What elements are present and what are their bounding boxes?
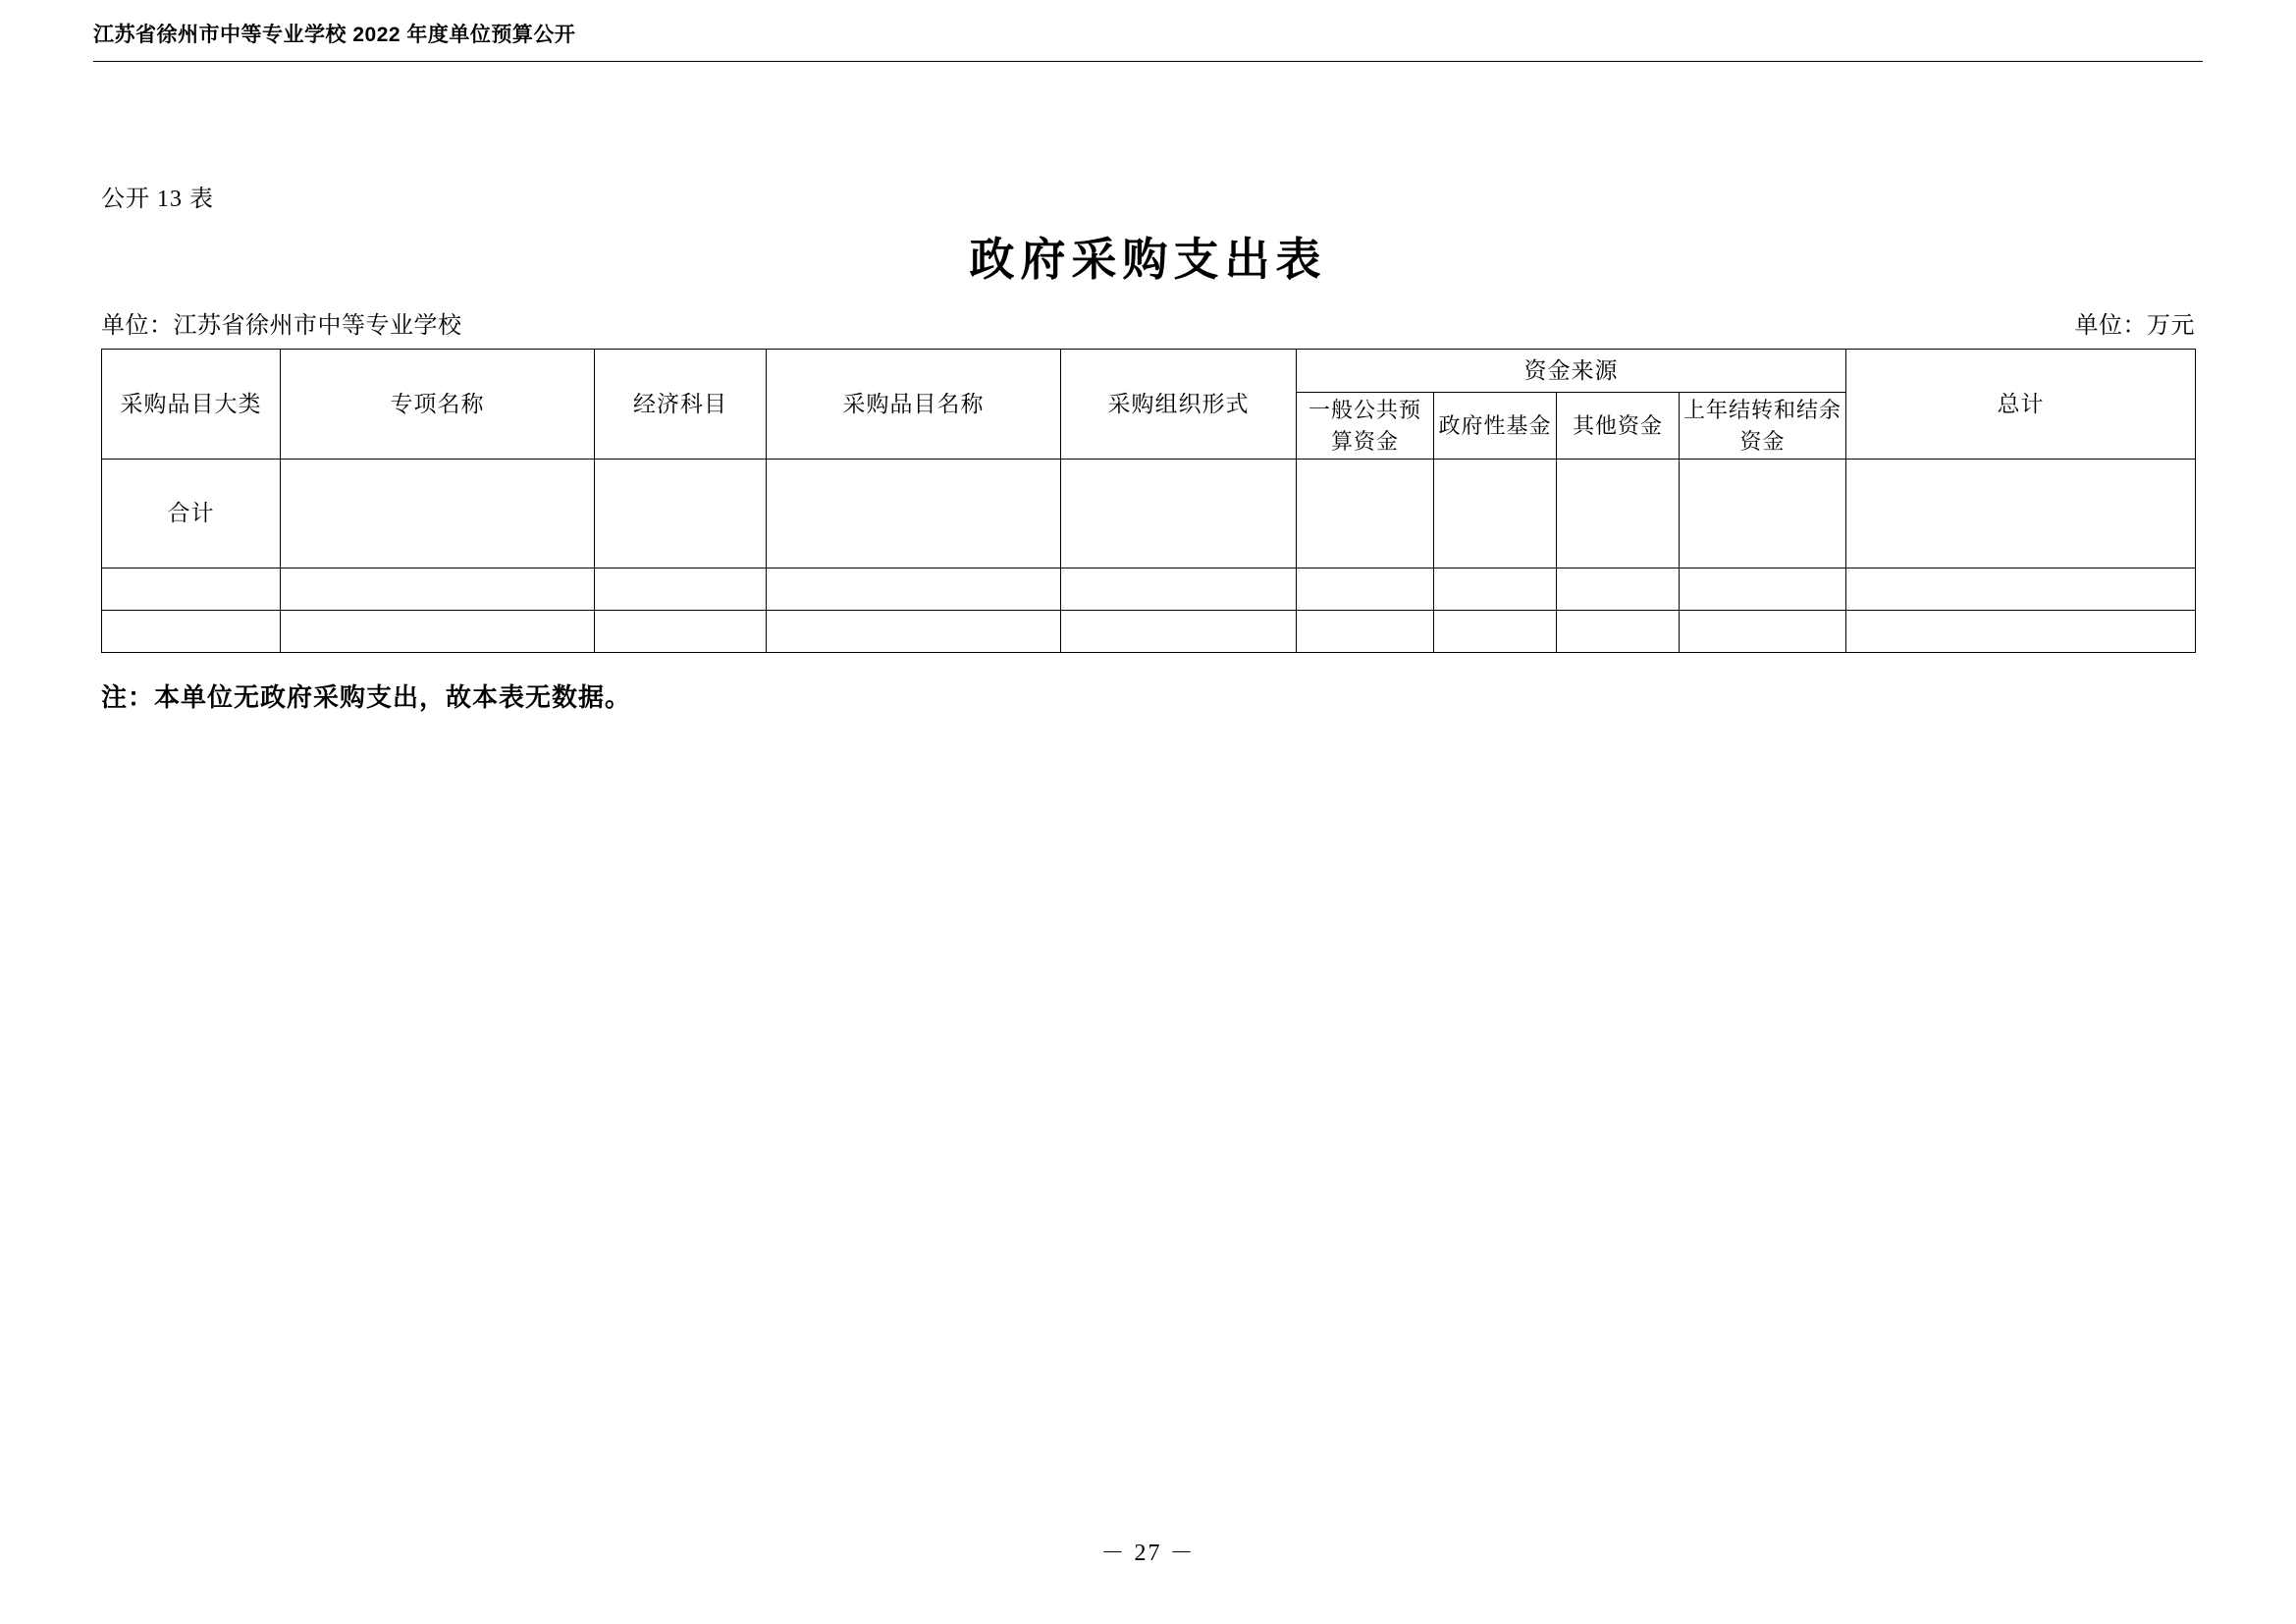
col-header-economic-subject: 经济科目 (595, 350, 767, 460)
cell-government-fund (1434, 568, 1557, 611)
running-header-title: 江苏省徐州市中等专业学校 2022 年度单位预算公开 (93, 24, 576, 46)
government-procurement-table (101, 349, 2196, 653)
running-header (93, 22, 2203, 69)
cell-general-public-budget (1297, 611, 1434, 653)
table-meta-row (101, 306, 2195, 340)
cell-special-name (281, 460, 595, 568)
row-label-total: 合计 (102, 460, 281, 568)
cell-carryover-fund (1680, 611, 1846, 653)
header-divider (93, 61, 2203, 62)
col-header-organization-form: 采购组织形式 (1061, 350, 1297, 460)
cell-total (1846, 568, 2196, 611)
table-row (102, 611, 2196, 653)
table-row (102, 568, 2196, 611)
col-header-government-fund-text: 政府性基金 (1438, 412, 1552, 438)
cell-government-fund (1434, 460, 1557, 568)
cell-organization-form (1061, 568, 1297, 611)
page-number: － 27 － (1100, 1541, 1196, 1566)
cell-special-name (281, 611, 595, 653)
row-label (102, 611, 281, 653)
col-header-total: 总计 (1846, 350, 2196, 460)
cell-item-name (767, 611, 1061, 653)
table-row (102, 460, 2196, 568)
row-label (102, 568, 281, 611)
cell-economic-subject (595, 568, 767, 611)
cell-economic-subject (595, 611, 767, 653)
col-header-funding-source-group: 资金来源 (1297, 350, 1846, 393)
cell-item-name (767, 568, 1061, 611)
col-header-other-fund-text: 其他资金 (1572, 412, 1663, 438)
table-header-group-row (102, 350, 2196, 393)
col-header-category: 采购品目大类 (102, 350, 281, 460)
cell-general-public-budget (1297, 568, 1434, 611)
col-header-item-name: 采购品目名称 (767, 350, 1061, 460)
col-header-government-fund (1434, 393, 1557, 460)
cell-general-public-budget (1297, 460, 1434, 568)
page-title: 政府采购支出表 (969, 233, 1327, 286)
cell-carryover-fund (1680, 568, 1846, 611)
unit-name-label: 单位：江苏省徐州市中等专业学校 (101, 313, 462, 339)
amount-unit-label: 单位：万元 (2074, 313, 2195, 339)
cell-total (1846, 611, 2196, 653)
cell-economic-subject (595, 460, 767, 568)
col-header-carryover-fund-text: 上年结转和结余资金 (1683, 397, 1842, 454)
cell-organization-form (1061, 460, 1297, 568)
form-number-label: 公开 13 表 (101, 187, 214, 212)
cell-other-fund (1557, 460, 1680, 568)
cell-organization-form (1061, 611, 1297, 653)
cell-government-fund (1434, 611, 1557, 653)
table-note: 注：本单位无政府采购支出，故本表无数据。 (101, 683, 632, 713)
col-header-other-fund (1557, 393, 1680, 460)
cell-special-name (281, 568, 595, 611)
cell-total (1846, 460, 2196, 568)
cell-carryover-fund (1680, 460, 1846, 568)
col-header-carryover-fund (1680, 393, 1846, 460)
cell-other-fund (1557, 568, 1680, 611)
cell-item-name (767, 460, 1061, 568)
cell-other-fund (1557, 611, 1680, 653)
col-header-general-public-budget (1297, 393, 1434, 460)
col-header-special-name: 专项名称 (281, 350, 595, 460)
col-header-general-public-budget-text: 一般公共预算资金 (1308, 397, 1421, 454)
